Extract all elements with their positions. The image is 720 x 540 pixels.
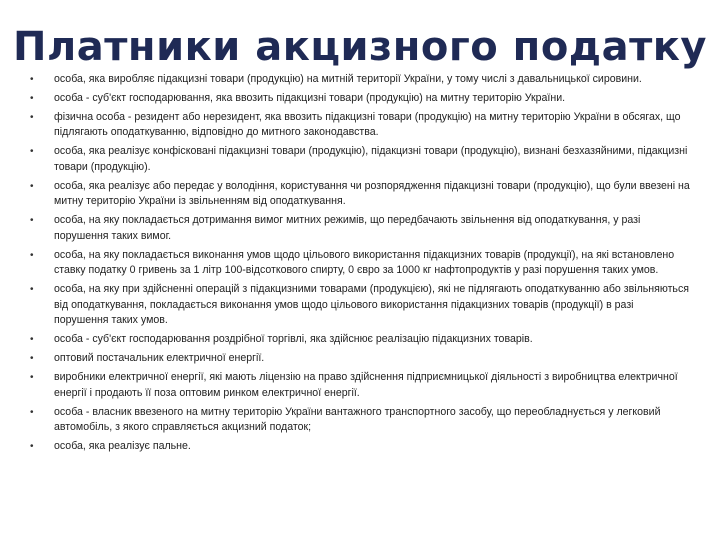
list-item (30, 405, 690, 436)
bullet-icon: • (30, 441, 34, 453)
list-item-text: особа, яка реалізує або передає у володіння, користування чи розпорядження підакцизні товари (продукцію), що були ввезені на митну територію України із звільненням від оподаткування. (54, 179, 690, 208)
list-item-text: особа, яка виробляє підакцизні товари (продукцію) на митній території України, у тому числі з давальницької сировини. (54, 73, 642, 85)
bullet-icon: • (30, 74, 34, 85)
taxpayer-list (30, 72, 690, 458)
list-item-text: особа - власник ввезеного на митну територію України вантажного транспортного засобу, що переобладнується у легковий автомобіль, з якого справляється акцизний податок; (54, 405, 661, 434)
bullet-icon: • (30, 146, 34, 158)
list-item-text: особа, яка реалізує пальне. (54, 440, 191, 453)
list-item (30, 110, 690, 141)
list-item (30, 179, 690, 210)
list-item-text: фізична особа - резидент або нерезидент, яка ввозить підакцизні товари (продукцію) на митну територію України в обсягах, що підлягають оподаткуванню, відповідно до митного законодавства. (54, 110, 681, 139)
bullet-icon: • (30, 334, 34, 346)
list-item-text: виробники електричної енергії, які мають ліцензію на право здійснення підприємницької діяльності з виробництва електричної енергії і продають її поза оптовим ринком електричної енергії. (54, 371, 678, 399)
list-item-text: особа, на яку покладається виконання умов щодо цільового використання підакцизних товарів (продукції), на які встановлено ставку податку 0 гривень за 1 літр 100-відсоткового спирту, 0 євро за 1000 кг нафтопродуктів у разі порушення таких умов. (54, 248, 675, 277)
list-item (30, 332, 690, 348)
bullet-icon: • (30, 92, 34, 104)
list-item (30, 144, 690, 175)
bullet-icon: • (30, 111, 34, 123)
list-item (30, 91, 690, 107)
bullet-icon: • (30, 249, 34, 261)
list-item (30, 72, 690, 88)
list-item-text: особа - суб'єкт господарювання, яка ввозить підакцизні товари (продукцію) на митну територію України. (54, 91, 566, 104)
list-item (30, 248, 690, 279)
list-item (30, 370, 690, 401)
list-item (30, 439, 690, 455)
list-item-text: особа, яка реалізує конфісковані підакцизні товари (продукцію), підакцизні товари (продукцію), визнані безхазяйними, підакцизні товари (продукцію). (54, 145, 688, 173)
bullet-icon: • (30, 353, 34, 365)
bullet-icon: • (30, 406, 34, 418)
list-item-text: особа, на яку при здійсненні операцій з підакцизними товарами (продукцією), які не підлягають оподаткуванню або звільняються від оподаткування, покладається виконання умов щодо цільового використання підакцизних товарів (продукції) в разі порушення таких умов. (54, 283, 689, 327)
bullet-icon: • (30, 372, 34, 384)
list-item-text: особа - суб'єкт господарювання роздрібної торгівлі, яка здійснює реалізацію підакцизних товарів. (54, 333, 533, 346)
list-item (30, 351, 690, 367)
bullet-icon: • (30, 284, 34, 296)
list-item-text: особа, на яку покладається дотримання вимог митних режимів, що передбачають звільнення від оподаткування, у разі порушення таких вимог. (54, 214, 641, 242)
page-title: Платники акцизного податку (12, 24, 707, 70)
list-item (30, 213, 690, 244)
list-item-text: оптовий постачальник електричної енергії. (54, 352, 265, 365)
list-item (30, 282, 690, 329)
bullet-icon: • (30, 215, 34, 227)
bullet-icon: • (30, 180, 34, 192)
